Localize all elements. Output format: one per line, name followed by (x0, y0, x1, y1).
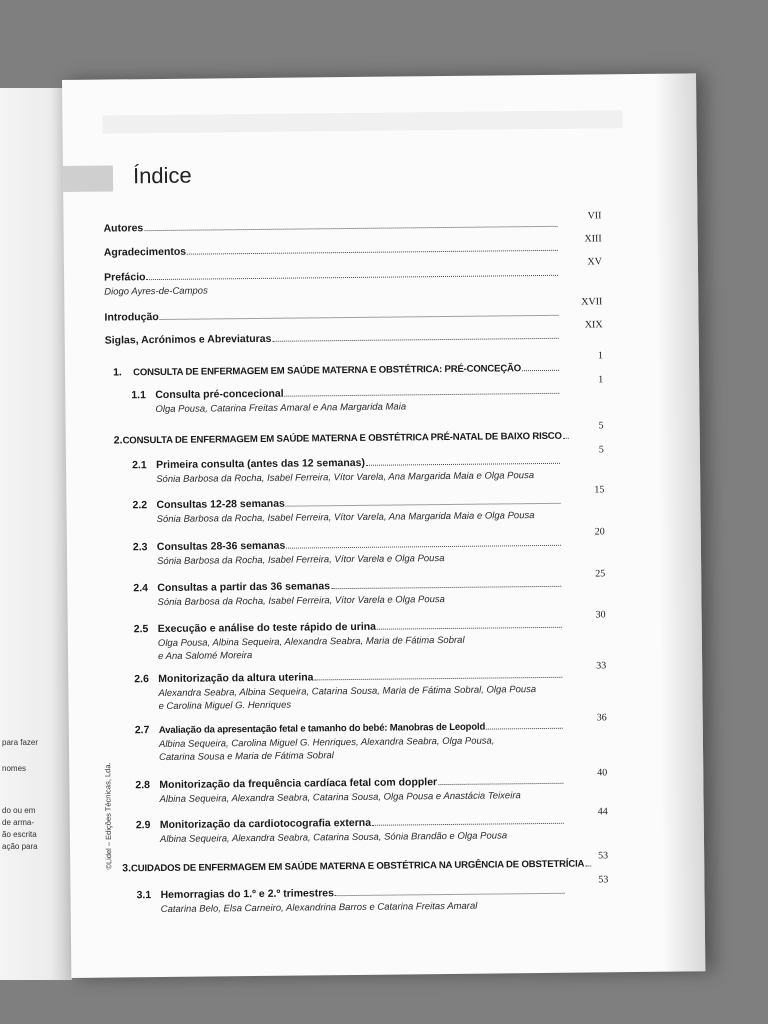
toc-entry-number: 2.2 (132, 499, 148, 512)
dot-leader (286, 503, 561, 507)
toc-entry-authors: Olga Pousa, Catarina Freitas Amaral e Ana Margarida Maia (155, 401, 407, 416)
dot-leader (335, 893, 565, 896)
toc-entry-number: 1. (113, 366, 122, 379)
left-page-fragment: ação para (2, 842, 38, 851)
toc-entry[interactable] (114, 430, 562, 447)
toc-entry-label: CONSULTA DE ENFERMAGEM EM SAÚDE MATERNA E OBSTÉTRICA PRÉ-NATAL DE BAIXO RISCO (122, 430, 562, 447)
copyright-spine: ©Lidel – Edições Técnicas, Lda. (103, 762, 114, 870)
title-bar-decoration (63, 165, 113, 192)
dot-leader (160, 315, 559, 320)
toc-entry-number: 2.4 (133, 582, 148, 595)
toc-entry[interactable] (134, 669, 564, 686)
toc-entry[interactable] (131, 385, 561, 402)
toc-page-number: 33 (596, 660, 607, 672)
toc-entry-label: Consultas 12-28 semanas (156, 497, 285, 512)
dot-leader (372, 823, 564, 826)
toc-entry-label: Avaliação da apresentação fetal e tamanho do bebé: Manobras de Leopold (158, 721, 486, 737)
toc-entry-number: 2. (113, 434, 123, 447)
toc-entry[interactable] (133, 578, 563, 595)
dot-leader (585, 866, 591, 867)
toc-page-number: 5 (598, 420, 604, 432)
toc-page-number: 30 (595, 609, 606, 621)
toc-entry[interactable] (113, 362, 561, 379)
dot-leader (486, 728, 563, 730)
toc-entry-label: Execução e análise do teste rápido de urina (157, 620, 377, 636)
toc-entry[interactable] (136, 885, 566, 902)
toc-entry-label: Introdução (104, 311, 159, 324)
toc-entry[interactable] (135, 775, 565, 792)
toc-entry-authors: Sónia Barbosa da Rocha, Isabel Ferreira, Vítor Varela e Olga Pousa (156, 553, 445, 568)
toc-entry-number: 2.3 (132, 541, 148, 554)
toc-entry-label: Consultas 28-36 semanas (156, 539, 286, 554)
toc-entry[interactable] (104, 267, 560, 284)
toc-entry-authors: Catarina Sousa e Maria de Fátima Sobral (159, 750, 334, 764)
dot-leader (563, 438, 569, 439)
dot-leader (366, 463, 560, 466)
toc-page-number: 53 (598, 874, 609, 886)
toc-entry-authors: Catarina Belo, Elsa Carneiro, Alexandrina Barros e Catarina Freitas Amaral (160, 900, 478, 916)
bleed-through-shadow (102, 110, 622, 133)
toc-entry-authors: Diogo Ayres-de-Campos (104, 285, 208, 298)
toc-page-number: 1 (597, 350, 603, 362)
toc-entry-label: Hemorragias do 1.º e 2.º trimestres (160, 887, 335, 902)
toc-entry-number: 1.1 (131, 389, 146, 402)
toc-entry[interactable] (103, 218, 559, 235)
toc-page-number: XIX (584, 319, 603, 331)
toc-entry-label: Monitorização da frequência cardíaca fetal com doppler (159, 776, 438, 792)
toc-entry[interactable] (104, 307, 560, 324)
toc-entry-label: Prefácio (104, 271, 146, 284)
dot-leader (286, 545, 561, 549)
toc-entry-number: 3. (122, 862, 132, 875)
toc-entry-number: 2.6 (134, 673, 149, 686)
dot-leader (377, 627, 562, 630)
book-page (62, 73, 705, 978)
toc-entry[interactable] (136, 815, 566, 832)
toc-entry-label: Agradecimentos (103, 245, 187, 259)
toc-page-number: XV (587, 256, 602, 268)
toc-entry-authors: Sónia Barbosa da Rocha, Isabel Ferreira, Vítor Varela e Olga Pousa (157, 594, 445, 609)
left-page-fragment: ão escrita (2, 830, 37, 839)
toc-page-number: XVII (581, 296, 603, 308)
dot-leader (272, 338, 558, 342)
toc-entry-label: CUIDADOS DE ENFERMAGEM EM SAÚDE MATERNA E OBSTÉTRICA NA URGÊNCIA DE OBSTETRÍCIA (130, 858, 585, 875)
page-title: Índice (132, 162, 192, 189)
toc-entry-label: Consultas a partir das 36 semanas (157, 580, 331, 595)
toc-entry[interactable] (122, 858, 585, 875)
left-page (0, 88, 72, 980)
dot-leader (314, 677, 562, 681)
toc-page-number: 20 (594, 526, 605, 538)
toc-entry[interactable] (132, 495, 562, 512)
toc-entry-number: 2.5 (133, 623, 149, 636)
toc-entry-number: 2.1 (131, 459, 147, 472)
toc-entry-number: 2.8 (135, 779, 151, 792)
toc-page-number: XIII (584, 233, 602, 245)
dot-leader (144, 226, 557, 231)
toc-entry[interactable] (135, 720, 565, 737)
toc-entry-number: 2.7 (134, 724, 150, 737)
toc-entry-authors: Albina Sequeira, Carolina Miguel G. Henriques, Alexandra Seabra, Olga Pousa, (158, 735, 495, 751)
toc-entry-label: Autores (103, 222, 144, 235)
toc-entry-label: Consulta pré-concecional (155, 387, 284, 402)
dot-leader (522, 370, 559, 371)
toc-entry[interactable] (134, 619, 564, 636)
toc-entry[interactable] (104, 242, 560, 259)
toc-entry-label: Primeira consulta (antes das 12 semanas) (155, 456, 366, 472)
toc-entry-authors: Albina Sequeira, Alexandra Seabra, Catarina Sousa, Sónia Brandão e Olga Pousa (159, 830, 508, 846)
toc-entry-number: 2.9 (135, 819, 151, 832)
toc-entry-label: Monitorização da cardiotocografia externa (159, 816, 372, 832)
dot-leader (285, 393, 560, 397)
toc-page-number: 1 (598, 374, 604, 386)
page-curve-shadow (654, 73, 705, 971)
dot-leader (438, 783, 563, 785)
toc-entry-authors: Albina Sequeira, Alexandra Seabra, Catarina Sousa, Olga Pousa e Anastácia Teixeira (159, 790, 521, 806)
left-page-fragment: do ou em (2, 806, 36, 815)
dot-leader (187, 250, 558, 255)
toc-page-number: 44 (597, 806, 608, 818)
toc-entry-authors: e Ana Salomé Moreira (157, 650, 253, 663)
toc-page-number: 15 (594, 484, 605, 496)
toc-entry-label: Siglas, Acrónimos e Abreviaturas (104, 332, 272, 347)
toc-page-number: 40 (597, 767, 608, 779)
toc-entry[interactable] (105, 330, 561, 347)
toc-page-number: VII (587, 210, 602, 222)
toc-page-number: 25 (595, 568, 606, 580)
toc-entry-label: CONSULTA DE ENFERMAGEM EM SAÚDE MATERNA E OBSTÉTRICA: PRÉ-CONCEÇÃO (133, 363, 522, 379)
toc-entry-authors: Alexandra Seabra, Albina Sequeira, Catarina Sousa, Maria de Fátima Sobral, Olga Pousa (158, 684, 537, 700)
left-page-fragment: para fazer (2, 738, 39, 747)
toc-entry-number: 3.1 (136, 889, 152, 902)
dot-leader (147, 275, 559, 280)
toc-page-number: 36 (596, 712, 607, 724)
left-page-fragment: nomes (2, 764, 27, 773)
toc-entry[interactable] (133, 537, 563, 554)
toc-entry-authors: Sónia Barbosa da Rocha, Isabel Ferreira, Vítor Varela, Ana Margarida Maia e Olga Pousa (156, 470, 535, 486)
toc-entry-label: Monitorização da altura uterina (158, 671, 314, 686)
toc-entry-authors: e Carolina Miguel G. Henriques (158, 699, 292, 713)
toc-entry-authors: Sónia Barbosa da Rocha, Isabel Ferreira, Vítor Varela, Ana Margarida Maia e Olga Pousa (156, 510, 535, 526)
toc-page-number: 5 (598, 444, 604, 456)
dot-leader (331, 586, 561, 589)
toc-page-number: 53 (598, 850, 609, 862)
left-page-fragment: de arma- (2, 818, 35, 827)
toc-entry-authors: Olga Pousa, Albina Sequeira, Alexandra Seabra, Maria de Fátima Sobral (157, 634, 465, 650)
toc-entry[interactable] (132, 455, 562, 472)
